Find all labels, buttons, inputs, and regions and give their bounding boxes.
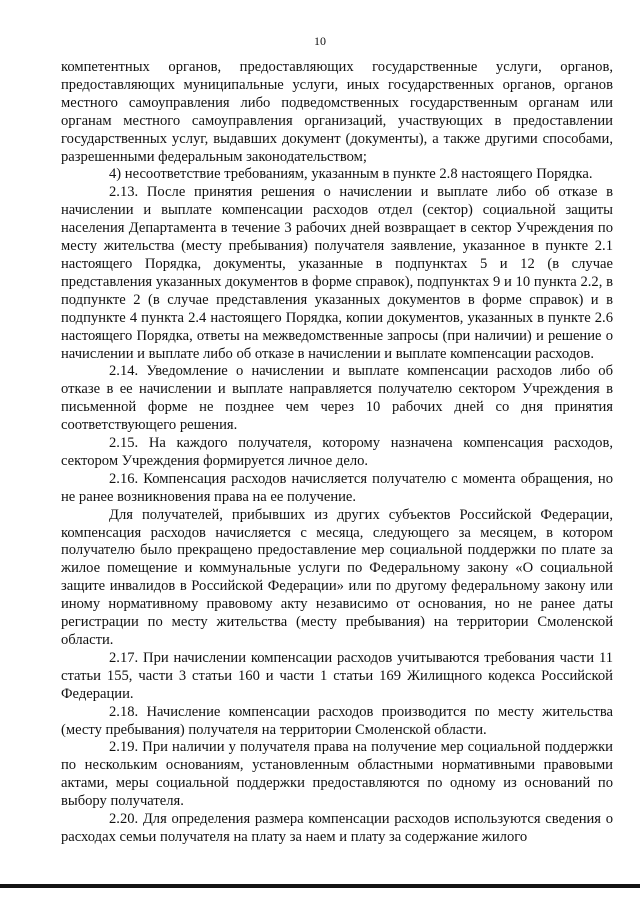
paragraph-2-15: 2.15. На каждого получателя, которому назначена компенсация расходов, сектором Учреждения формируется личное дело. <box>61 435 613 469</box>
paragraph-2-17: 2.17. При начислении компенсации расходов учитываются требования части 11 статьи 155, части 3 статьи 160 и части 1 статьи 169 Жилищного кодекса Российской Федерации. <box>61 649 613 702</box>
paragraph-2-14: 2.14. Уведомление о начислении и выплате компенсации расходов либо об отказе в ее начислении и выплате направляется получателю сектором Учреждения в письменной форме не позднее чем через 10 рабочих дней со дня принятия соответствующего решения. <box>61 363 613 434</box>
paragraph-2-13: 2.13. После принятия решения о начислении и выплате либо об отказе в начислении и выплате компенсации расходов отдел (сектор) социальной защиты населения Департамента в течение 3 рабочих дней возвращает в сектор Учреждения по месту жительства (месту пребывания) получателя заявление, указанное в пункте 2.1 настоящего Порядка, документы, указанные в подпунктах 5 и 12 (в случае представления указанных документов в форме справок), подпунктах 9 и 10 пункта 2.2, в подпункте 2 (в случае представления указанных документов в форме справок) и в подпункте 4 пункта 2.4 настоящего Порядка, копии документов, указанных в пункте 2.6 настоящего Порядка, ответы на межведомственные запросы (при наличии) и решение о начислении и выплате либо об отказе в начислении и выплате компенсации расходов. <box>61 184 613 362</box>
paragraph-2-16: 2.16. Компенсация расходов начисляется получателю с момента обращения, но не ранее возникновения права на ее получение. <box>61 470 613 505</box>
document-body <box>61 59 613 847</box>
paragraph-item-4: 4) несоответствие требованиям, указанным в пункте 2.8 настоящего Порядка. <box>109 166 593 183</box>
paragraph-2-18: 2.18. Начисление компенсации расходов производится по месту жительства (месту пребывания) получателя на территории Смоленской области. <box>61 703 613 738</box>
paragraph-2-19: 2.19. При наличии у получателя права на получение мер социальной поддержки по нескольким основаниям, установленным областными нормативными правовыми актами, меры социальной поддержки предоставляются по одному из оснований по выбору получателя. <box>61 739 613 810</box>
paragraph-2-16-continued: Для получателей, прибывших из других субъектов Российской Федерации, компенсация расходов начисляется с месяца, следующего за месяцем, в котором получателю было прекращено предоставление мер социальной поддержки по плате за жилое помещение и коммунальные услуги по Федеральному закону «О социальной защите инвалидов в Российской Федерации» или по другому федеральному закону или иному нормативному правовому акту независимо от основания, но не ранее даты регистрации по месту жительства (месту пребывания) на территории Смоленской области. <box>61 506 613 648</box>
page-number: 10 <box>314 34 326 48</box>
scan-bottom-edge <box>0 884 640 888</box>
paragraph-2-20: 2.20. Для определения размера компенсации расходов используются сведения о расходах семьи получателя на плату за наем и плату за содержание жилого <box>61 811 613 845</box>
paragraph-continuation: компетентных органов, предоставляющих государственные услуги, органов, предоставляющих муниципальные услуги, иных государственных органов, органов местного самоуправления либо подведомственных государственным органам или органам местного самоуправления организаций, участвующих в предоставлении государственных услуг, выдавших документ (документы), а также другими способами, разрешенными федеральным законодательством; <box>61 59 613 165</box>
